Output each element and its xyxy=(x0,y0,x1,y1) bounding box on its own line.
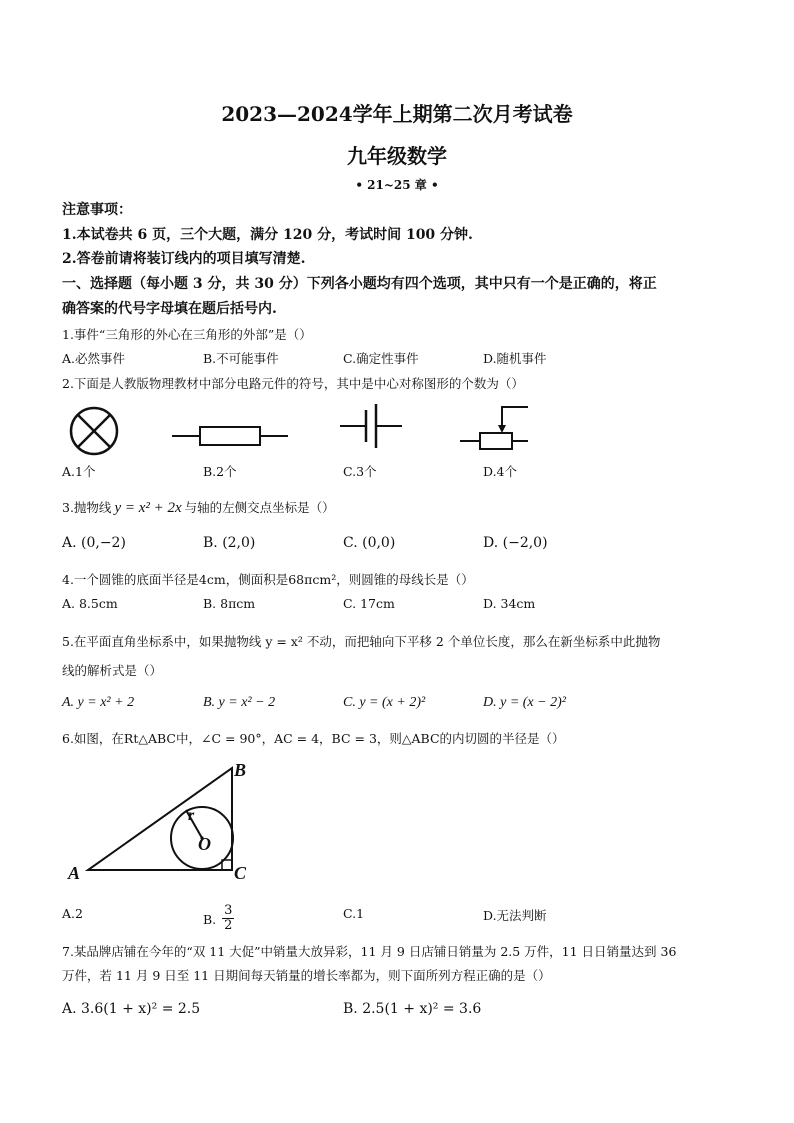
question-3-stem xyxy=(62,498,335,517)
lamp-symbol-figure xyxy=(68,405,120,457)
rheostat-symbol-figure xyxy=(460,405,530,449)
q5-option-b: B. y = x² − 2 xyxy=(203,695,276,710)
q7-option-b: B. 2.5(1 + x)² = 3.6 xyxy=(343,1001,482,1017)
q5-option-d: D. y = (x − 2)² xyxy=(483,695,566,710)
q3-option-a: A. (0,−2) xyxy=(62,535,126,551)
question-5-stem-line-1: 5.在平面直角坐标系中，如果抛物线 y = x² 不动，而把轴向下平移 2 个单位长度，那么在新坐标系中此抛物 xyxy=(62,634,661,649)
q1-option-d: D.随机事件 xyxy=(483,351,547,366)
resistor-symbol-figure xyxy=(172,424,288,448)
q3-formula: y = x² + 2x xyxy=(114,500,182,516)
question-4-stem: 4.一个圆锥的底面半径是4cm，侧面积是68πcm²，则圆锥的母线长是（） xyxy=(62,572,474,587)
q6-option-c: C.1 xyxy=(343,906,365,921)
q3-stem-post: 与轴的左侧交点坐标是（） xyxy=(184,500,335,515)
question-2-stem: 2.下面是人教版物理教材中部分电路元件的符号，其中是中心对称图形的个数为（） xyxy=(62,376,524,391)
q4-option-c: C. 17cm xyxy=(343,596,395,611)
fraction-denominator: 2 xyxy=(224,918,233,933)
incircle-triangle-figure xyxy=(62,758,262,888)
question-5-stem-line-2: 线的解析式是（） xyxy=(62,663,163,678)
vertex-label-b: B xyxy=(234,760,247,780)
q4-option-d: D. 34cm xyxy=(483,596,536,611)
notes-item-2: 2.答卷前请将装订线内的项目填写清楚. xyxy=(62,251,306,267)
q2-option-b: B.2个 xyxy=(203,464,237,479)
section-1-line-2: 确答案的代号字母填在题后括号内. xyxy=(62,301,277,317)
q4-option-b: B. 8πcm xyxy=(203,596,256,611)
notes-item-1: 1.本试卷共 6 页，三个大题，满分 120 分，考试时间 100 分钟. xyxy=(62,227,473,243)
q5-option-c: C. y = (x + 2)² xyxy=(343,695,426,710)
q2-option-d: D.4个 xyxy=(483,464,518,479)
q6-option-b-letter: B. xyxy=(203,912,217,927)
q3-stem-pre: 3.抛物线 xyxy=(62,500,112,515)
section-1-line-1: 一、选择题（每小题 3 分，共 30 分）下列各小题均有四个选项，其中只有一个是正确的，将正 xyxy=(62,276,657,292)
question-1-stem: 1.事件“三角形的外心在三角形的外部”是（） xyxy=(62,327,312,342)
question-6-stem: 6.如图，在Rt△ABC中，∠C = 90°，AC = 4，BC = 3，则△ABC的内切圆的半径是（） xyxy=(62,731,565,746)
q6-option-b xyxy=(203,903,234,935)
exam-subtitle: 九年级数学 xyxy=(347,144,447,168)
q6-option-a: A.2 xyxy=(62,906,83,921)
q3-option-d: D. (−2,0) xyxy=(483,535,548,551)
vertex-label-c: C xyxy=(234,863,247,883)
q2-option-c: C.3个 xyxy=(343,464,377,479)
exam-title: 2023—2024学年上期第二次月考试卷 xyxy=(221,102,573,126)
q6-option-b-fraction xyxy=(222,904,234,933)
q3-option-b: B. (2,0) xyxy=(203,535,256,551)
q3-option-c: C. (0,0) xyxy=(343,535,396,551)
notes-heading: 注意事项： xyxy=(62,202,132,218)
q1-option-b: B.不可能事件 xyxy=(203,351,279,366)
center-label-o: O xyxy=(198,834,211,854)
q1-option-c: C.确定性事件 xyxy=(343,351,419,366)
capacitor-symbol-figure xyxy=(340,404,402,448)
q1-option-a: A.必然事件 xyxy=(62,351,126,366)
q7-option-a: A. 3.6(1 + x)² = 2.5 xyxy=(62,1001,201,1017)
vertex-label-a: A xyxy=(68,863,81,883)
q4-option-a: A. 8.5cm xyxy=(62,596,118,611)
fraction-numerator: 3 xyxy=(224,903,233,918)
chapter-range: • 21~25 章 • xyxy=(355,178,439,192)
question-7-stem-line-1: 7.某品牌店铺在今年的“双 11 大促”中销量大放异彩，11 月 9 日店铺日销量为 2.5 万件，11 日日销量达到 36 xyxy=(62,944,677,959)
q2-option-a: A.1个 xyxy=(62,464,96,479)
q5-option-a: A. y = x² + 2 xyxy=(62,695,135,710)
q6-option-d: D.无法判断 xyxy=(483,908,547,923)
question-7-stem-line-2: 万件，若 11 月 9 日至 11 日期间每天销量的增长率都为，则下面所列方程正确的是（） xyxy=(62,968,551,983)
radius-label-r: r xyxy=(188,807,195,824)
